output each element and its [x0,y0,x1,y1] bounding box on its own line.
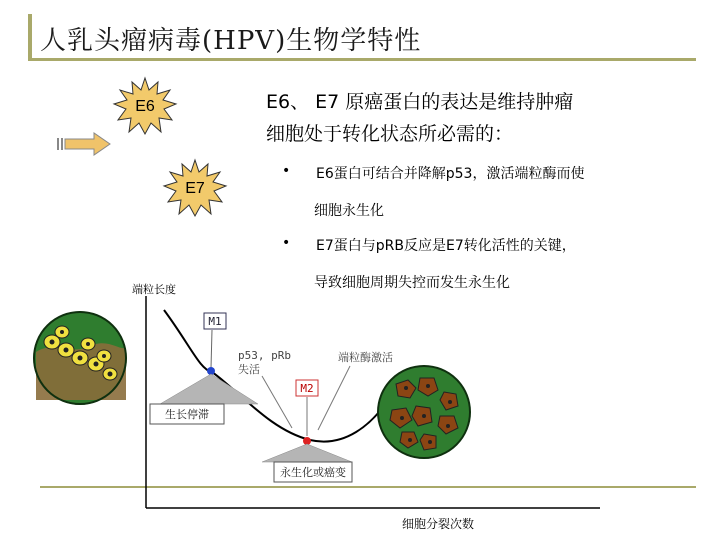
p53-pointer [262,376,292,428]
e7-star-label: E7 [185,180,205,197]
heading-line-1: E6、 E7 原癌蛋白的表达是维持肿瘤 [266,91,574,113]
bullet-dot-2: • [282,235,291,251]
tumor-cells-illustration [378,366,470,458]
growth-arrest-label: 生长停滞 [165,408,209,421]
telomerase-label: 端粒酶激活 [338,351,393,364]
e6-star-label: E6 [135,98,155,115]
page-title: 人乳头瘤病毒(HPV)生物学特性 [40,26,422,56]
bullet-dot-1: • [282,163,291,179]
bullet-2-line-1: E7蛋白与pRB反应是E7转化活性的关键， [316,238,576,254]
m1-label: M1 [208,315,222,328]
growth-arrest-triangle [160,374,258,404]
bullet-1-line-2: 细胞永生化 [314,203,384,219]
immortal-label: 永生化或癌变 [280,466,346,479]
heading-line-2: 细胞处于转化状态所必需的： [266,123,514,145]
immortal-triangle [262,444,352,462]
bullet-1-line-1: E6蛋白可结合并降解p53，激活端粒酶而使 [316,166,585,182]
m1-pointer [211,330,212,368]
y-axis-label: 端粒长度 [132,283,176,296]
m2-label: M2 [300,382,314,395]
bullet-2-line-2: 导致细胞周期失控而发生永生化 [314,275,510,291]
telomerase-pointer [318,366,350,430]
normal-cells-illustration [34,312,126,404]
x-axis-label: 细胞分裂次数 [402,517,475,531]
p53-prb-label: p53, pRb [238,349,291,362]
p53-inactive-label: 失活 [238,363,260,376]
